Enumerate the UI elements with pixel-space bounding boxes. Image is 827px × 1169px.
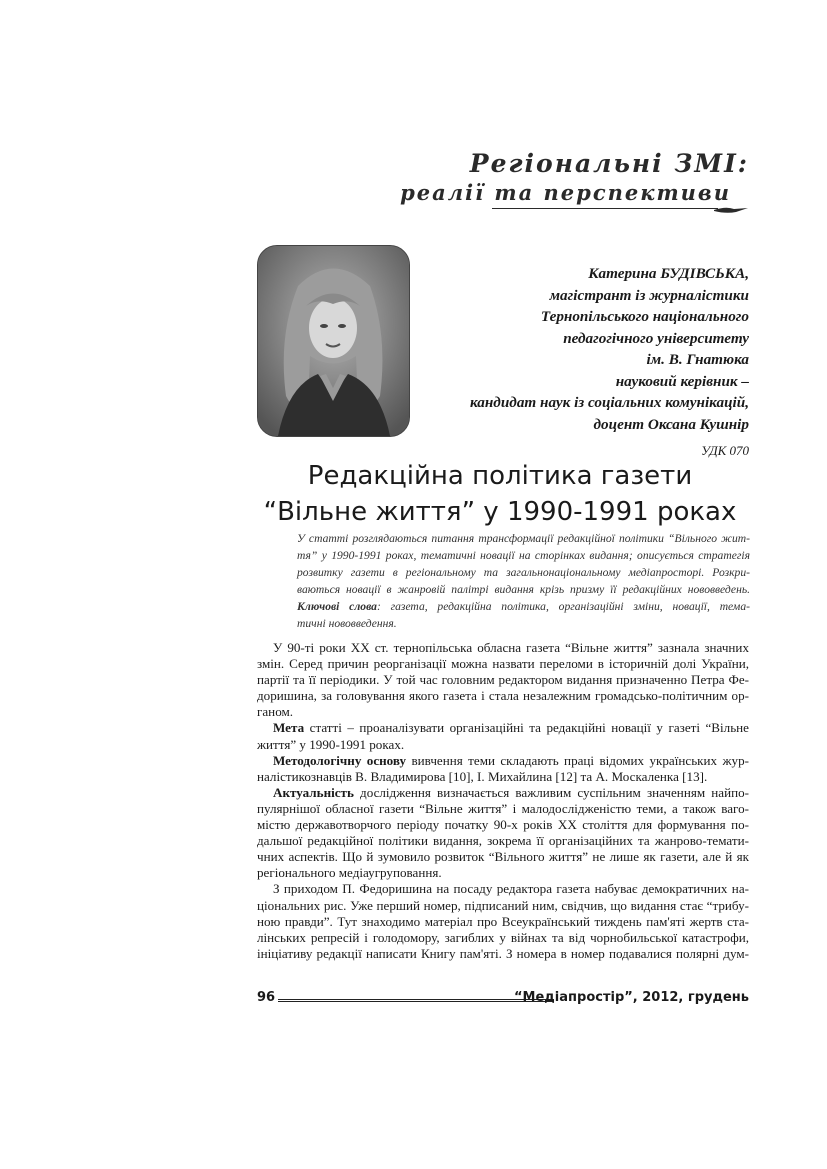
body-line: налістикознавців В. Владимирова [10], І. Михайлина [12] та А. Москаленка [13]. [257, 768, 708, 784]
body-line: ною правди”. Тут знаходимо матеріал про Всеукраїнський тиждень пам'яті жертв ста- [257, 913, 749, 929]
pen-nib-icon [712, 200, 752, 218]
author-line: кандидат наук із соціальних комунікацій, [469, 394, 749, 411]
author-line: науковий керівник – [615, 372, 749, 390]
body-line: лінських репресій і голодомору, загиблих у війнах та від чорнобильської катастрофи, [257, 929, 749, 945]
keywords-line: тичні нововведення. [297, 617, 397, 631]
body-line: ганом. [257, 704, 294, 720]
body-term: Методологічну основу [273, 752, 407, 768]
article-title [250, 458, 750, 530]
section-title-line2: реалії та перспективи [400, 180, 731, 205]
article-body [257, 640, 749, 962]
udk-code: УДК 070 [701, 443, 749, 458]
page-footer [257, 990, 749, 1010]
body-line: чних аспектів. Що й зумовило розвиток “Вільного життя” не лише як газети, але й як [257, 849, 749, 865]
body-line: містю державотворчого періоду початку 90-х років XX століття для формування по- [257, 817, 749, 833]
body-line: пулярнішої обласної газети “Вільне життя” і малодослідженістю теми, а також ваго- [257, 800, 749, 816]
author-info [369, 263, 749, 435]
body-line: ціональних рис. Уже перший номер, підписаний ним, свідчив, що видання стає “трибу- [257, 897, 749, 913]
body-text: вивчення теми складають праці відомих українських жур- [406, 752, 749, 768]
body-term: Мета [273, 720, 305, 736]
author-line: Тернопільського національного [540, 308, 749, 325]
body-line: доришина, за головування якого газета і стала незалежним громадсько-політичним ор- [257, 688, 749, 704]
section-title-underline [492, 208, 718, 209]
body-line: партії та її періодики. У той час головним редактором видання призначенно Петра Фе- [257, 672, 749, 688]
abstract-line: тя” у 1990-1991 роках, тематичні новації на сторінках видання; описується стратегія [297, 549, 750, 563]
body-line [257, 753, 749, 769]
footer-rule [278, 999, 554, 1002]
page-number: 96 [257, 990, 276, 1005]
abstract [297, 530, 750, 633]
body-line: змін. Серед причин реорганізації можна назвати переломи в історичній долі України, [257, 656, 749, 672]
abstract-line: У статті розглядаються питання трансформації редакційної політики “Вільного жит- [297, 532, 750, 545]
body-line: У 90-ті роки XX ст. тернопільська обласна газета “Вільне життя” зазнала значних [273, 640, 749, 655]
author-line: ім. В. Гнатюка [646, 351, 749, 368]
section-title-line1: Регіональні ЗМІ: [469, 149, 749, 178]
author-line: педагогічного університету [563, 329, 749, 347]
body-text: дослідження визначається важливим суспільним значенням найпо- [353, 784, 749, 800]
author-line: Катерина БУДІВСЬКА, [588, 265, 749, 282]
author-line: доцент Оксана Кушнір [593, 415, 749, 433]
journal-name: “Медіапростір”, 2012, грудень [514, 990, 749, 1005]
article-title-line2: “Вільне життя” у 1990-1991 роках [263, 497, 737, 527]
article-title-line1: Редакційна політика газети [307, 461, 693, 491]
body-term: Актуальність [273, 784, 354, 800]
keywords-line [297, 598, 750, 615]
body-line [257, 785, 749, 801]
keywords-label: Ключові слова [297, 600, 377, 614]
keywords-text: : газета, редакційна політика, організаційні зміни, новації, тема- [376, 600, 750, 614]
body-line: дальшої редакційної політики видання, зокрема її організаційних та жанрово-темати- [257, 833, 749, 849]
body-line: З приходом П. Федоришина на посаду редактора газета набуває демократичних на- [273, 881, 749, 897]
body-line [257, 720, 749, 736]
author-line: магістрант із журналістики [549, 286, 749, 304]
body-line: життя” у 1990-1991 роках. [257, 736, 405, 752]
body-text: статті – проаналізувати організаційні та редакційні новації у газеті “Вільне [304, 720, 749, 736]
abstract-line: розвитку газети в регіональному та загальнонаціональному медіапросторі. Розкри- [297, 566, 750, 580]
body-line: регіонального медіаугруповання. [257, 865, 442, 881]
body-line: ініціативу редакції написати Книгу пам'яті. З номера в номер подавалися полярні дум- [257, 945, 749, 961]
abstract-line: ваються новації в жанровій палітрі видання крізь призму її редакційних нововведень. [297, 583, 750, 597]
